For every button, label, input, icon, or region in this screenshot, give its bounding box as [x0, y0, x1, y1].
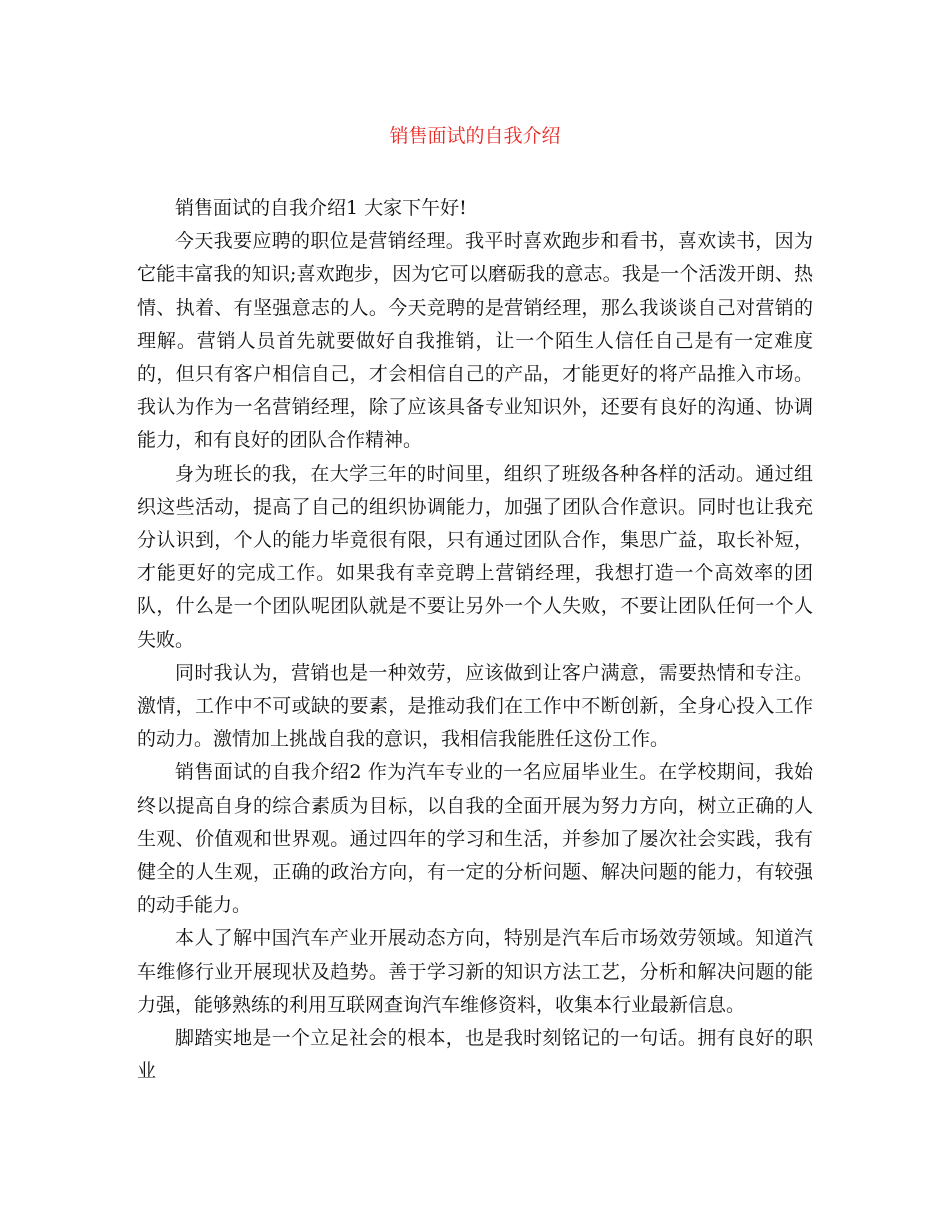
- document-title: 销售面试的自我介绍: [389, 125, 561, 147]
- paragraph-passion: 同时我认为，营销也是一种效劳，应该做到让客户满意，需要热情和专注。激情，工作中不可或缺的要素，是推动我们在工作中不断创新，全身心投入工作的动力。激情加上挑战自我的意识，我相信我能胜任这份工作。: [137, 661, 813, 751]
- document-body: [137, 192, 813, 1088]
- paragraph-down-to-earth: 脚踏实地是一个立足社会的根本，也是我时刻铭记的一句话。拥有良好的职业: [137, 1027, 813, 1083]
- paragraph-position: 今天我要应聘的职位是营销经理。我平时喜欢跑步和看书，喜欢读书，因为它能丰富我的知识;喜欢跑步，因为它可以磨砺我的意志。我是一个活泼开朗、热情、执着、有坚强意志的人。今天竞聘的是营销经理，那么我谈谈自己对营销的理解。营销人员首先就要做好自我推销，让一个陌生人信任自己是有一定难度的，但只有客户相信自己，才会相信自己的产品，才能更好的将产品推入市场。我认为作为一名营销经理，除了应该具备专业知识外，还要有良好的沟通、协调能力，和有良好的团队合作精神。: [137, 230, 813, 452]
- paragraph-class-monitor: 身为班长的我，在大学三年的时间里，组织了班级各种各样的活动。通过组织这些活动，提高了自己的组织协调能力，加强了团队合作意识。同时也让我充分认识到，个人的能力毕竟很有限，只有通过团队合作，集思广益，取长补短，才能更好的完成工作。如果我有幸竞聘上营销经理，我想打造一个高效率的团队，什么是一个团队呢团队就是不要让另外一个人失败，不要让团队任何一个人失败。: [137, 462, 813, 651]
- paragraph-intro-2: 销售面试的自我介绍2 作为汽车专业的一名应届毕业生。在学校期间，我始终以提高自身的综合素质为目标，以自我的全面开展为努力方向，树立正确的人生观、价值观和世界观。通过四年的学习和生活，并参加了屡次社会实践，我有健全的人生观，正确的政治方向，有一定的分析问题、解决问题的能力，有较强的动手能力。: [137, 761, 813, 917]
- paragraph-intro-1: 销售面试的自我介绍1 大家下午好!: [175, 197, 467, 219]
- paragraph-industry: 本人了解中国汽车产业开展动态方向，特别是汽车后市场效劳领域。知道汽车维修行业开展现状及趋势。善于学习新的知识方法工艺，分析和解决问题的能力强，能够熟练的利用互联网查询汽车维修资料，收集本行业最新信息。: [137, 927, 813, 1016]
